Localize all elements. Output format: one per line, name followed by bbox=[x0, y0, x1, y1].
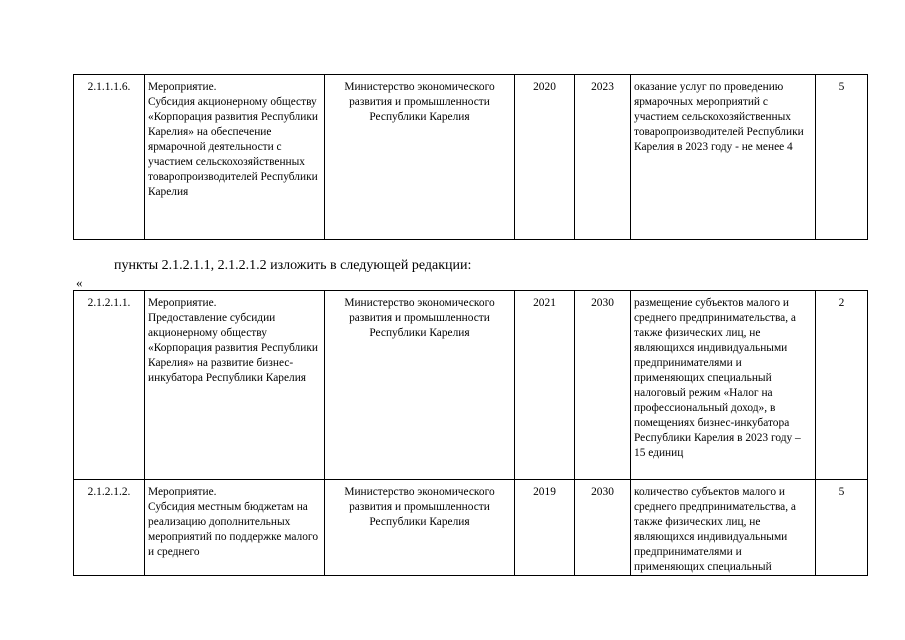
measures-table-top bbox=[73, 74, 868, 240]
measure-description: Мероприятие. Субсидия акционерному обществу «Корпорация развития Республики Карелия» на обеспечение ярмарочной деятельности с участием сельскохозяйственных товаропроизводителей Республики Карелия bbox=[145, 75, 325, 240]
measure-end-year: 2023 bbox=[575, 75, 631, 240]
table-row bbox=[74, 291, 868, 480]
table-row bbox=[74, 75, 868, 240]
measure-executor: Министерство экономического развития и промышленности Республики Карелия bbox=[325, 291, 515, 480]
measure-code: 2.1.2.1.2. bbox=[74, 480, 145, 576]
measure-indicator: 2 bbox=[816, 291, 868, 480]
measure-start-year: 2020 bbox=[515, 75, 575, 240]
opening-quote-mark: « bbox=[76, 275, 83, 290]
measure-start-year: 2019 bbox=[515, 480, 575, 576]
measure-start-year: 2021 bbox=[515, 291, 575, 480]
measure-result: оказание услуг по проведению ярмарочных мероприятий с участием сельскохозяйственных товаропроизводителей Республики Карелия в 2023 году - не менее 4 bbox=[631, 75, 816, 240]
measure-end-year: 2030 bbox=[575, 291, 631, 480]
measure-result: размещение субъектов малого и среднего предпринимательства, а также физических лиц, не являющихся индивидуальными предпринимателями и применяющих специальный налоговый режим «Налог на профессиональный доход», в помещениях бизнес-инкубатора Республики Карелия в 2023 году – 15 единиц bbox=[631, 291, 816, 480]
measure-executor: Министерство экономического развития и промышленности Республики Карелия bbox=[325, 480, 515, 576]
table-row bbox=[74, 480, 868, 576]
measure-description: Мероприятие. Предоставление субсидии акционерному обществу «Корпорация развития Республики Карелия» на развитие бизнес-инкубатора Республики Карелия bbox=[145, 291, 325, 480]
measure-result: количество субъектов малого и среднего предпринимательства, а также физических лиц, не являющихся индивидуальными предпринимателями и применяющих специальный bbox=[631, 480, 816, 576]
measure-executor: Министерство экономического развития и промышленности Республики Карелия bbox=[325, 75, 515, 240]
measure-code: 2.1.1.1.6. bbox=[74, 75, 145, 240]
measure-indicator: 5 bbox=[816, 480, 868, 576]
measure-indicator: 5 bbox=[816, 75, 868, 240]
measures-table-bottom bbox=[73, 290, 868, 576]
measure-code: 2.1.2.1.1. bbox=[74, 291, 145, 480]
measure-description: Мероприятие. Субсидия местным бюджетам на реализацию дополнительных мероприятий по поддержке малого и среднего bbox=[145, 480, 325, 576]
amendment-instruction: пункты 2.1.2.1.1, 2.1.2.1.2 изложить в следующей редакции: bbox=[114, 258, 472, 273]
measure-end-year: 2030 bbox=[575, 480, 631, 576]
